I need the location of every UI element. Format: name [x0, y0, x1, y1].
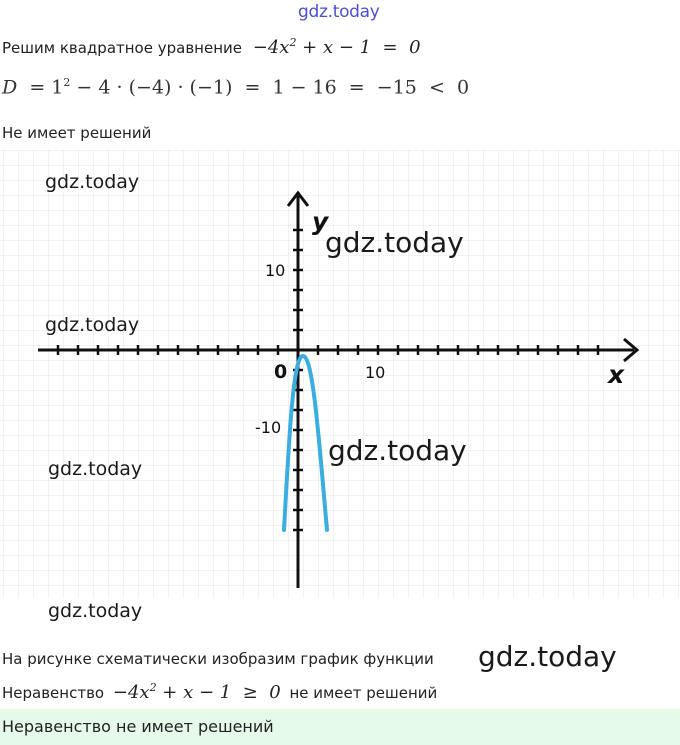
graph-watermark: gdz.today: [48, 458, 143, 480]
y-axis-label: y: [312, 207, 329, 236]
schematic-watermark: gdz.today: [478, 640, 617, 673]
graph-watermark: gdz.today: [45, 314, 140, 336]
answer-text: Неравенство не имеет решений: [2, 717, 274, 736]
schematic-text: На рисунке схематически изобразим график функции: [2, 650, 434, 668]
answer-box: [0, 709, 680, 745]
y-tick-label-10: 10: [265, 261, 286, 280]
graph-watermark: gdz.today: [325, 226, 464, 259]
discriminant-line: $D = 1^2 - 4 \cdot (-4) \cdot (-1) = 1 - 16 = -15 < 0$: [2, 76, 470, 99]
page-watermark: gdz.today: [48, 600, 143, 622]
parabola-graph: [0, 150, 680, 598]
header-watermark: gdz.today: [298, 2, 380, 22]
grid-background: [0, 150, 680, 598]
solve-intro: [2, 36, 421, 58]
graph-watermark: gdz.today: [45, 171, 140, 193]
inequality-expression: $-4x^2 + x - 1 \ge 0$: [112, 681, 281, 703]
x-tick-label-10: 10: [365, 363, 386, 382]
origin-label: 0: [274, 361, 288, 383]
inequality-suffix: не имеет решений: [289, 684, 438, 702]
graph-watermark: gdz.today: [328, 434, 467, 467]
no-solutions-text: Не имеет решений: [2, 124, 152, 142]
y-tick-label-neg10: -10: [255, 418, 282, 437]
inequality-line: [2, 681, 437, 703]
solve-intro-text: Решим квадратное уравнение: [2, 39, 242, 57]
inequality-prefix: Неравенство: [2, 684, 105, 702]
equation: $-4x^2 + x - 1 = 0$: [252, 36, 421, 58]
x-axis-label: x: [608, 360, 625, 389]
